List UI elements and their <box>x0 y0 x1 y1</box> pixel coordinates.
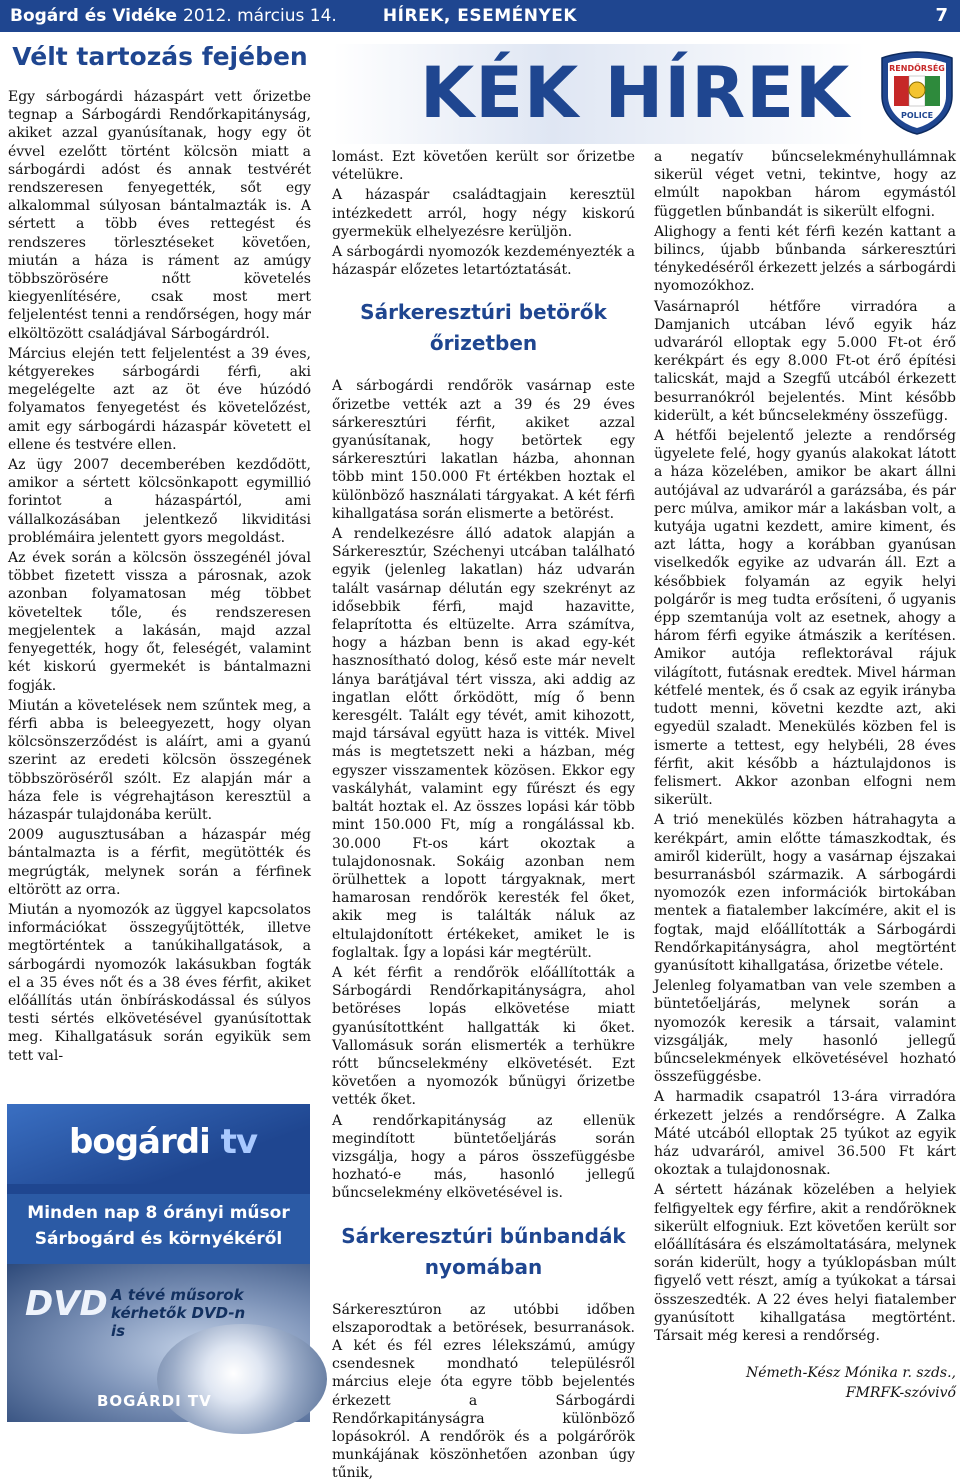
police-badge-icon <box>878 50 956 136</box>
paragraph: Az ügy 2007 decemberében kezdődött, amikor a sértett kölcsönkapott egymillió forintot a házaspártól, ami vállalkozásában jelentkező likviditási problémáira jelentett gyors megoldást. <box>8 457 311 546</box>
dvd-logo: DVD <box>25 1284 108 1324</box>
paragraph: lomást. Ezt követően került sor őrizetbe vételükre. <box>332 149 635 184</box>
bogardi-tv-advert <box>7 1104 310 1422</box>
author-title: FMRFK-szóvivő <box>845 1385 956 1402</box>
dvd-disc-label: BOGÁRDI TV <box>97 1392 212 1410</box>
page-number: 7 <box>935 5 948 26</box>
paragraph: Jelenleg folyamatban van vele szemben a büntetőeljárás, melynek során a nyomozók keresik a társait, valamint vizsgálják, mely hasonló jellegű bűncselekmények elkövetésével hozható összefüggésbe. <box>654 978 956 1086</box>
paragraph: Vasárnapról hétfőre virradóra a Damjanich utcában lévő egyik ház udvaráról elloptak egy 5.000 Ft-ot érő kerékpárt és egy 8.000 Ft-ot érő építési talicskát, majd a Szegfű utcából érkezett besurranókról bejelentés. Mint később kiderült, a két bűncselekmény összefügg. <box>654 298 956 424</box>
paragraph: A rendelkezésre álló adatok alapján a Sárkeresztúr, Széchenyi utcában található egyik (jelenleg lakatlan) ház udvarán talált vasárnap délután egy szekrényt az idősebbik férfi, majd hazavitte, felaprította és eltüzelte. Arra számítva, hogy a házban benn is akad egy-két hasznosítható dolog, késő este már nevelt lánya barátjával tért vissza, aki addig az ingatlan előtt őrködött, míg ő benn keresgélt. Talált egy tévét, amit kihozott, majd társával együtt haza is vitték. Mivel más is megtetszett neki a házban, még egyszer visszamentek közösen. Ekkor egy vaskályhát, valamint egy fűrészt és egy baltát hoztak el. Az összes lopási kár több mint 150.000 Ft, míg a rongálással kb. 30.000 Ft-os kárt okoztak a tulajdonosnak. Sokáig azonban nem örülhettek a lopott tárgyaknak, mert hamarosan rendőrök keresték fel őket, akik meg is találták náluk az eltulajdonított értékeket, amiket le is foglaltak. Így a lopási kár megtérült. <box>332 526 635 961</box>
advert-tagline <box>7 1194 310 1264</box>
left-article-body <box>8 88 311 1093</box>
section-title: HÍREK, ESEMÉNYEK <box>382 6 578 26</box>
bogardi-tv-logo <box>69 1122 257 1162</box>
paragraph: A hétfői bejelentő jelezte a rendőrség ügyelete felé, hogy gyanús alakokat látott a háza közelében, amikor be akart állni autójával az udvaráról a garázsába, és pár perc múlva, amikor már a lakásban volt, a kutyája ugatni kezdett, amire kiment, és azt látta, hogy a korábban gyanúsan viselkedők egyike az udvarán áll. Ezt a későbbiek folyamán az egyik helyi polgárőr is meg tudta erősíteni, ő ugyanis épp szemtanúja volt az esetnek, ahogy a három férfi egyike átmászik a kerítésen. Amikor autója reflektorával rájuk világított, futásnak eredtek. Mivel hárman kétfelé mentek, és ő csak az egyik irányba tudott menni, követni kezdte azt, aki egyedül szaladt. Menekülés közben fel is ismerte a tettest, egy helybéli, 28 éves férfit, akit később a háztulajdonos is felismert. Akkor azonban elfogni nem sikerült. <box>654 428 956 809</box>
dvd-disc-icon <box>157 1324 327 1434</box>
subheading-burglars: Sárkeresztúri betörők őrizetben <box>360 300 607 356</box>
badge-bottom-text: POLICE <box>900 111 934 120</box>
tagline-line-2: Sárbogárd és környékéről <box>34 1229 283 1249</box>
paragraph: Miután a nyomozók az üggyel kapcsolatos információkat összegyűjtötték, illetve megtörténtek a tanúkihallgatások, a sárbogárdi nyomozók lakásukban fogták el a 35 éves nőt és a 38 éves férfit, akiket előállítás után önbíráskodással és súlyos testi sértés elkövetésével gyanúsítottak meg. Kihallgatásuk során egyikük sem tett val- <box>8 901 311 1064</box>
paragraph: A sárbogárdi nyomozók kezdeményezték a házaspár előzetes letartóztatását. <box>332 244 635 279</box>
main-title: KÉK HÍREK <box>420 52 851 134</box>
page-header <box>0 0 960 32</box>
paragraph: 2009 augusztusában a házaspár még bántalmazta is a férfit, megütötték és megrúgták, melynek során a férfinek eltörött az orra. <box>8 827 311 898</box>
paragraph: Sárkeresztúron az utóbbi időben elszaporodtak a betörések, besurranások. A két és fél ezres lélekszámú, amúgy csendesnek mondható településről március eleje óta egyre több bejelentés érkezett a Sárbogárdi Rendőrkapitányságra különböző lopásokról. A rendőrök és a polgárőrök munkájának köszönhetően azonban úgy tűnik, <box>332 1301 635 1482</box>
logo-tv-text: tv <box>209 1122 258 1162</box>
tagline-line-1: Minden nap 8 órányi műsor <box>27 1203 290 1223</box>
paragraph: A sértett házának közelében a helyiek felfigyeltek egy férfire, akit a rendőröknek sikerült elfogniuk. Ezt követően került sor előállítására és elszámoltatására, melynek során kiderült, hogy a tyúklopásban múlt figyelő vett részt, amíg a tyúkokat a társai összeszedték. A 22 éves helyi fiatalember gyanúsított kihallgatása megtörtént. Társait még keresi a rendőrség. <box>654 1182 956 1344</box>
paragraph: A rendőrkapitányság az ellenük megindított büntetőeljárás során vizsgálja, hogy a páros összefüggésbe hozható-e más, hasonló jellegű bűncselekmény elkövetésével is. <box>332 1112 635 1202</box>
paragraph: A harmadik csapatról 13-ára virradóra érkezett jelzés a rendőrségre. A Zalka Máté utcából elloptak 25 tyúkot az egyik ház udvaráról, amivel 36.500 Ft kárt okoztak a tulajdonosnak. <box>654 1089 956 1179</box>
badge-top-text: RENDŐRSÉG <box>889 64 945 73</box>
paragraph: A házaspár családtagjain keresztül intézkedett arról, hogy négy kiskorú gyermekük elhelyezésre kerüljön. <box>332 187 635 240</box>
right-column <box>654 148 956 1423</box>
issue-date: 2012. március 14. <box>183 6 337 26</box>
dvd-promo <box>7 1264 310 1422</box>
middle-column <box>332 148 635 1482</box>
advert-logo-area <box>7 1104 310 1184</box>
paper-title: Bogárd és Vidéke <box>10 6 178 26</box>
paragraph: A sárbogárdi rendőrök vasárnap este őrizetbe vették azt a 39 és 29 éves sárkeresztúri férfit, akiket azzal gyanúsítanak, hogy betörtek egy sárkeresztúri lakatlan házba, ahonnan több mint 150.000 Ft értékben hoztak el különböző használati tárgyakat. A két férfi kihallgatása során elismerte a betörést. <box>332 378 635 522</box>
author-name: Németh-Kész Mónika r. szds., <box>745 1365 956 1382</box>
dvd-promo-text: A tévé műsorok kérhetők DVD-n is <box>111 1286 246 1340</box>
paragraph: Március elején tett feljelentést a 39 éves, kétgyerekes sárbogárdi férfi, aki megelégelte azt az öt éve húzódó folyamatos fenyegetést és követelőzést, amit egy sárbogárdi házaspár követett el ellene és testvére ellen. <box>8 345 311 453</box>
paragraph: Miután a követelések nem szűntek meg, a férfi abba is beleegyezett, hogy olyan kölcsönszerződést is aláírt, ami a gyanú szerint az eredeti kölcsön összegének többszöröséről szólt. Ez alapján már a háza fele is végrehajtáson keresztül a házaspár tulajdonába került. <box>8 697 311 823</box>
paragraph: Alighogy a fenti két férfi kezén kattant a bilincs, újabb bűnbanda sárkeresztúri ténykedéséről érkezett jelzés a sárbogárdi nyomozókhoz. <box>654 223 956 295</box>
logo-text: bogárdi <box>69 1122 210 1162</box>
paragraph: A két férfit a rendőrök előállították a Sárbogárdi Rendőrkapitányságra, ahol betöréses lopás elkövetése miatt gyanúsítottként hallgatták ki őket. Vallomásuk során elismerték a terhükre rótt bűncselekmény elkövetését. Ezt követően a nyomozók bűnügyi őrizetbe vették őket. <box>332 964 635 1109</box>
paragraph: Az évek során a kölcsön összegénél jóval többet fizetett vissza a párosnak, azok azonban folyamatosan még többet követeltek tőle, és rendszeresen megjelentek a lakásán, majd azzal fenyegették, hogy őt, feleségét, valamint két kiskorú gyermekét is bántalmazni fogják. <box>8 550 311 694</box>
paragraph: A trió menekülés közben hátrahagyta a kerékpárt, amin előtte támaszkodtak, és amiről kiderült, hogy a vasárnap éjszakai besurranásból származik. A sárbogárdi nyomozók ezen információk birtokában mentek a fiatalember lakcímére, akit el is fogtak, majd előállították a Sárbogárdi Rendőrkapitányságra, ahol megtörtént gyanúsított kihallgatása, őrizetbe vétele. <box>654 812 956 974</box>
left-article-title: Vélt tartozás fejében <box>12 42 308 71</box>
paragraph: Egy sárbogárdi házaspárt vett őrizetbe tegnap a Sárbogárdi Rendőrkapitányság, akiket azzal gyanúsítanak, hogy egy öt évvel ezelőtt történt kölcsön miatt a sárbogárdi adóst és annak testvérét rendszeresen fenyegették, sőt egy alkalommal súlyosan bántalmazták is. A sértett a több éves rettegést és rendszeres törlesztéseket követően, miután a háza is ráment az amúgy többszörösére nőtt követelés kiegyenlítésére, csak most mert feljelentést tenni a rendőrségen, hogy már elköltözött családjával Sárbogárdról. <box>8 89 311 342</box>
paragraph: a negatív bűncselekményhullámnak sikerül véget vetni, tekintve, hogy az elmúlt napokban három egymástól független bűnbandát is sikerült elfogni. <box>654 149 956 220</box>
author-signature <box>654 1363 956 1403</box>
subheading-gangs: Sárkeresztúri bűnbandák nyomában <box>341 1223 626 1279</box>
